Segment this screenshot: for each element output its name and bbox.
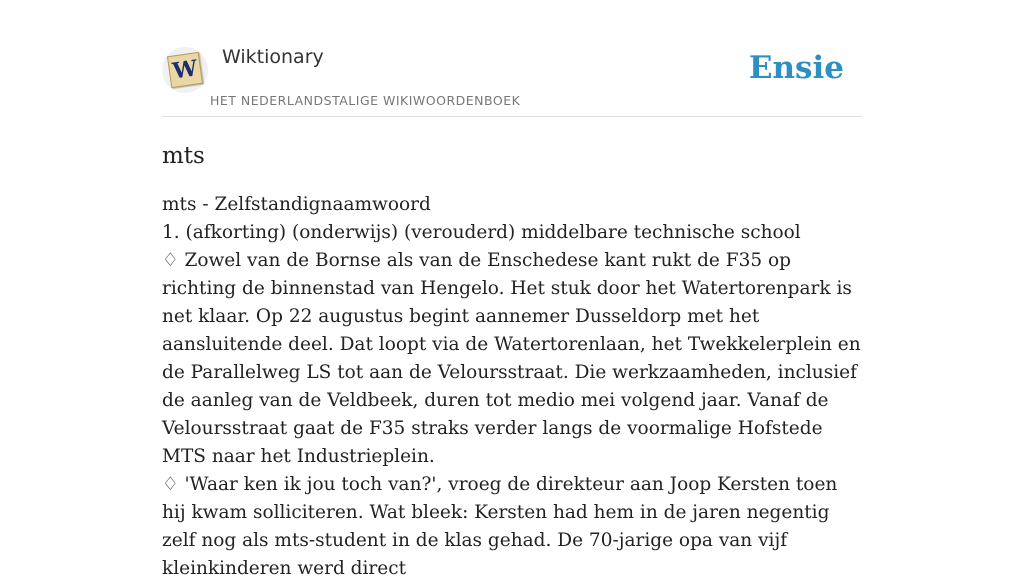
example-sentence: ♢ Zowel van de Bornse als van de Enschedese kant rukt de F35 op richting de binnenstad van Hengelo. Het stuk door het Watertorenpark is net klaar. Op 22 augustus begint aannemer Dusseldorp met het aansluitende deel. Dat loopt via de Watertorenlaan, het Twekkelerplein en de Parallelweg LS tot aan de Veloursstraat. Die werkzaamheden, inclusief de aanleg van de Veldbeek, duren tot medio mei volgend jaar. Vanaf de Veloursstraat gaat de F35 straks verder langs de voormalige Hofstede MTS naar het Industrieplein. [162, 250, 861, 467]
page-card [162, 0, 862, 583]
site-tagline: HET NEDERLANDSTALIGE WIKIWOORDENBOEK [210, 93, 521, 108]
example-sentence: ♢ 'Waar ken ik jou toch van?', vroeg de direkteur aan Joop Kersten toen hij kwam solliciteren. Wat bleek: Kersten had hem in de jaren negentig zelf nog als mts-student in de klas gehad. De 70-jarige opa van vijf kleinkinderen werd direct [162, 474, 838, 579]
entry-title: mts [162, 143, 205, 169]
site-name[interactable]: Wiktionary [222, 46, 324, 68]
ensie-brand-logo[interactable]: Ensie [748, 50, 844, 86]
definition: 1. (afkorting) (onderwijs) (verouderd) middelbare technische school [162, 222, 801, 243]
part-of-speech-line: mts - Zelfstandignaamwoord [162, 194, 431, 215]
wiktionary-logo[interactable] [162, 47, 208, 93]
entry-body [162, 191, 862, 583]
logo-tile-icon: W [167, 52, 203, 88]
site-header [162, 0, 862, 117]
